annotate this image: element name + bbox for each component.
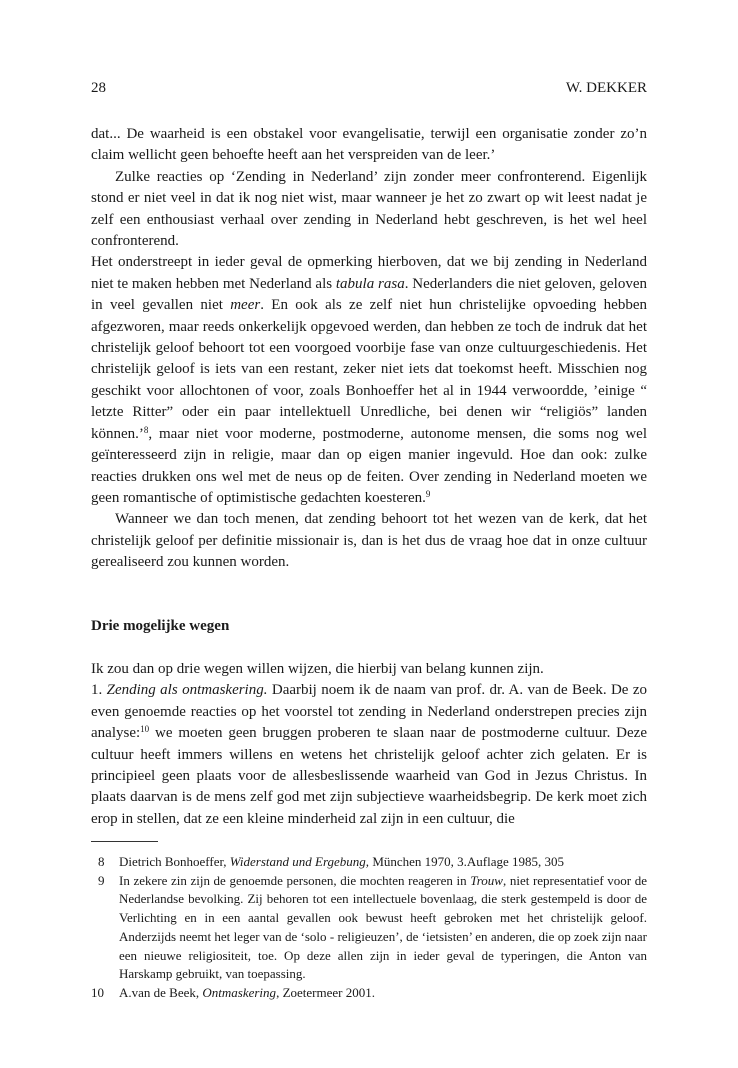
item1-text-b: we moeten geen bruggen proberen te slaan naar de postmoderne cultuur. Deze cultuur heeft immers willens en wetens het christelijk geloof achter zich gelaten. Er is principieel geen plaats voor de allesbeslissende waarheid van God in Jezus Christus. In plaats daarvan is de mens zelf god met zijn subjectieve waarheidsbegrip. De kerk moet zich erop in stellen, dat ze een kleine minderheid zal zijn in een cultuur, die <box>91 725 647 827</box>
fn10-text-b: , Zoetermeer 2001. <box>276 984 375 1000</box>
item1-italic-title: Zending als ontmaskering. <box>106 682 268 699</box>
footnote-number: 10 <box>91 984 104 1000</box>
fn10-italic: Ontmaskering <box>202 984 277 1000</box>
p3-italic-meer: meer <box>230 297 261 314</box>
fn9-italic: Trouw <box>470 872 503 888</box>
footnote-divider <box>91 841 158 842</box>
paragraph-2: Zulke reacties op ‘Zending in Nederland’ zijn zonder meer confronterend. Eigenlijk stond er niet veel in dat ik nog niet wist, maar wanneer je het zo zwart op wit leest nadat je zelf een enthousiast verhaal over zending in Nederland hebt geschreven, is het wel heel confronterend. <box>91 168 647 250</box>
footnote-ref-10[interactable]: 10 <box>140 724 150 735</box>
p3-text-c: . En ook als ze zelf niet hun christelijke opvoeding hebben afgezworen, maar reeds onkerkelijk opgevoed werden, dan hebben ze toch de indruk dat het christelijk geloof behoort tot een voorgoed voorbije fase van onze cultuurgeschiedenis. Het christelijk geloof is iets van een restant, zeker niet iets dat toekomst heeft. Misschien nog geschikt voor allochtonen of voor, zoals Bonhoeffer het al in 1944 verwoordde, ’einige “ letzte Ritter” oder ein paar intellektuell Unredliche, bei denen wir “religiös” landen können.’ <box>91 297 647 442</box>
footnote-text <box>119 984 647 1003</box>
section-intro: Ik zou dan op drie wegen willen wijzen, die hierbij van belang kunnen zijn. <box>91 660 544 677</box>
paragraph-3 <box>91 252 647 509</box>
footnote-10 <box>91 984 647 1003</box>
fn9-text-a: In zekere zin zijn de genoemde personen, die mochten reageren in <box>119 872 471 888</box>
item1-text-a: Daarbij noem ik de naam van prof. dr. A. van de Beek. De zo even genoemde reacties op het voorstel tot zending in Nederland onderstrepen precies zijn analyse: <box>91 682 648 742</box>
footnote-ref-9[interactable]: 9 <box>425 488 431 499</box>
footnote-9 <box>91 872 647 984</box>
footnotes <box>91 853 647 1003</box>
fn8-text-b: München 1970, 3.Auflage 1985, 305 <box>369 854 565 869</box>
footnote-text <box>119 853 647 872</box>
footnote-text <box>119 872 647 984</box>
p3-text-a: Het onderstreept in ieder geval de opmerking hierboven, dat we bij zending in Nederland niet te maken hebben met Nederland als <box>91 254 647 292</box>
footnote-number: 9 <box>98 872 105 888</box>
p3-italic-tabula-rasa: tabula rasa <box>335 275 405 292</box>
list-item-1 <box>91 680 647 830</box>
fn10-text-a: A.van de Beek, <box>119 984 203 1000</box>
p3-text-d: , maar niet voor moderne, postmoderne, autonome mensen, die soms nog wel geïnteresseerd zijn in religie, maar dan op eigen manier ingevuld. Hoe dan ook: zulke reacties drukken ons wel met de neus op de feiten. Over zending in Nederland moeten we geen romantische of optimistische gedachten koesteren. <box>91 425 647 506</box>
footnote-ref-8[interactable]: 8 <box>143 424 149 435</box>
page-number: 28 <box>91 80 106 96</box>
footnote-number: 8 <box>98 854 105 869</box>
running-header <box>91 78 647 98</box>
spacer <box>91 637 647 659</box>
p3-text-b: . Nederlanders die niet geloven, geloven in veel gevallen niet <box>91 275 647 314</box>
running-author: W. DEKKER <box>565 80 647 96</box>
main-text <box>91 124 647 830</box>
footnote-8 <box>91 853 647 872</box>
fn8-italic: Widerstand und Ergebung, <box>229 854 370 869</box>
spacer <box>91 574 647 616</box>
paragraph-4: Wanneer we dan toch menen, dat zending behoort tot het wezen van de kerk, dat het christelijk geloof per definitie missionair is, dan is het dus de vraag hoe dat in onze cultuur gerealiseerd zou kunnen worden. <box>91 511 647 571</box>
fn8-text-a: Dietrich Bonhoeffer, <box>119 854 230 869</box>
fn9-text-b: , niet representatief voor de Nederlandse bevolking. Zij behoren tot een intellectuele bovenlaag, die sterk gestempeld is door de Verlichting en in een aantal gevallen ook bewust heeft gebroken met het christelijk geloof. Anderzijds neemt het leger van de ‘solo - religieuzen’, de ‘ietsisten’ en anderen, die op zoek zijn naar een nieuwe religiositeit, toe. Op deze allen zijn in ieder geval de typeringen, die Anton van Harskamp gebruikt, van toepassing. <box>119 872 648 982</box>
section-heading: Drie mogelijke wegen <box>91 617 230 634</box>
paragraph-1: dat... De waarheid is een obstakel voor evangelisatie, terwijl een organisatie zonder zo’n claim wellicht geen behoefte heeft aan het verspreiden van de leer.’ <box>91 126 647 164</box>
item1-number: 1. <box>91 682 107 699</box>
